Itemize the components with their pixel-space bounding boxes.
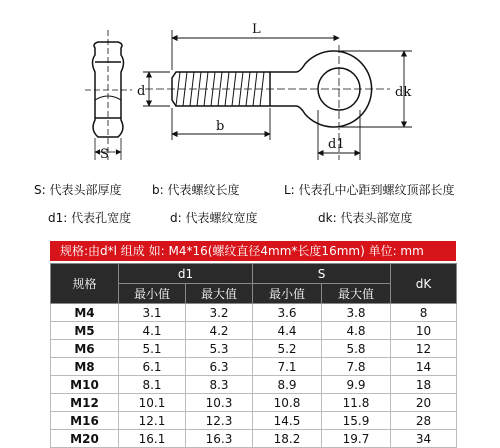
label-d: d: [137, 84, 146, 99]
cell-d1-min: 3.1: [119, 304, 186, 322]
header-d1-min: 最小值: [119, 284, 186, 304]
cell-d1-max: 3.2: [186, 304, 253, 322]
cell-s-max: 7.8: [322, 358, 391, 376]
legend-row-1: [0, 176, 500, 204]
side-view: [85, 30, 132, 160]
cell-d1-min: 12.1: [119, 412, 186, 430]
cell-d1-min: 16.1: [119, 430, 186, 448]
cell-d1-min: 10.1: [119, 394, 186, 412]
legend-b: b: 代表螺纹长度: [152, 183, 240, 197]
cell-dk: 8: [391, 304, 457, 322]
header-d1-max: 最大值: [186, 284, 253, 304]
cell-size: M6: [51, 340, 119, 358]
cell-s-max: 9.9: [322, 376, 391, 394]
cell-d1-max: 6.3: [186, 358, 253, 376]
cell-s-min: 8.9: [253, 376, 322, 394]
cell-d1-max: 8.3: [186, 376, 253, 394]
cell-d1-min: 5.1: [119, 340, 186, 358]
header-d1: d1: [119, 264, 253, 284]
cell-size: M8: [51, 358, 119, 376]
cell-dk: 20: [391, 394, 457, 412]
cell-s-min: 7.1: [253, 358, 322, 376]
cell-dk: 28: [391, 412, 457, 430]
legend-l: L: 代表孔中心距到螺纹顶部长度: [284, 183, 455, 197]
cell-d1-max: 4.2: [186, 322, 253, 340]
spec-banner: 规格:由d*l 组成 如: M4*16(螺纹直径4mm*长度16mm) 单位: mm: [50, 241, 456, 261]
cell-s-min: 10.8: [253, 394, 322, 412]
legend-d1: d1: 代表孔宽度: [48, 211, 132, 225]
cell-size: M5: [51, 322, 119, 340]
legend-row-2: [0, 204, 500, 232]
cell-d1-min: 4.1: [119, 322, 186, 340]
cell-dk: 10: [391, 322, 457, 340]
legend-d: d: 代表螺纹宽度: [170, 211, 258, 225]
header-s-max: 最大值: [322, 284, 391, 304]
cell-size: M10: [51, 376, 119, 394]
header-s: S: [253, 264, 391, 284]
cell-d1-max: 16.3: [186, 430, 253, 448]
cell-s-min: 4.4: [253, 322, 322, 340]
cell-dk: 18: [391, 376, 457, 394]
cell-s-max: 3.8: [322, 304, 391, 322]
header-spec: 规格: [51, 264, 119, 304]
cell-dk: 12: [391, 340, 457, 358]
cell-s-max: 15.9: [322, 412, 391, 430]
cell-d1-max: 10.3: [186, 394, 253, 412]
cell-s-max: 19.7: [322, 430, 391, 448]
label-l: L: [252, 22, 261, 37]
cell-s-max: 11.8: [322, 394, 391, 412]
table-row: [51, 322, 457, 340]
cell-dk: 14: [391, 358, 457, 376]
cell-dk: 34: [391, 430, 457, 448]
bolt-body: [145, 45, 390, 160]
table-row: [51, 376, 457, 394]
spec-table: [50, 263, 457, 448]
table-row: [51, 394, 457, 412]
cell-d1-max: 12.3: [186, 412, 253, 430]
table-row: [51, 430, 457, 448]
header-dk: dK: [391, 264, 457, 304]
cell-size: M16: [51, 412, 119, 430]
table-row: [51, 358, 457, 376]
header-s-min: 最小值: [253, 284, 322, 304]
cell-s-min: 14.5: [253, 412, 322, 430]
cell-size: M20: [51, 430, 119, 448]
cell-s-min: 5.2: [253, 340, 322, 358]
cell-d1-min: 6.1: [119, 358, 186, 376]
cell-s-max: 5.8: [322, 340, 391, 358]
eye-bolt-diagram: [0, 0, 500, 170]
cell-s-min: 18.2: [253, 430, 322, 448]
legend-dk: dk: 代表头部宽度: [318, 211, 413, 225]
label-b: b: [216, 119, 225, 134]
cell-s-min: 3.6: [253, 304, 322, 322]
dimension-legend: [0, 176, 500, 232]
table-row: [51, 340, 457, 358]
label-s: S: [100, 147, 109, 162]
cell-d1-min: 8.1: [119, 376, 186, 394]
legend-s: S: 代表头部厚度: [34, 183, 122, 197]
label-dk: dk: [395, 85, 412, 100]
cell-size: M12: [51, 394, 119, 412]
cell-size: M4: [51, 304, 119, 322]
table-row: [51, 412, 457, 430]
table-row: [51, 304, 457, 322]
cell-d1-max: 5.3: [186, 340, 253, 358]
cell-s-max: 4.8: [322, 322, 391, 340]
label-d1: d1: [328, 137, 345, 152]
